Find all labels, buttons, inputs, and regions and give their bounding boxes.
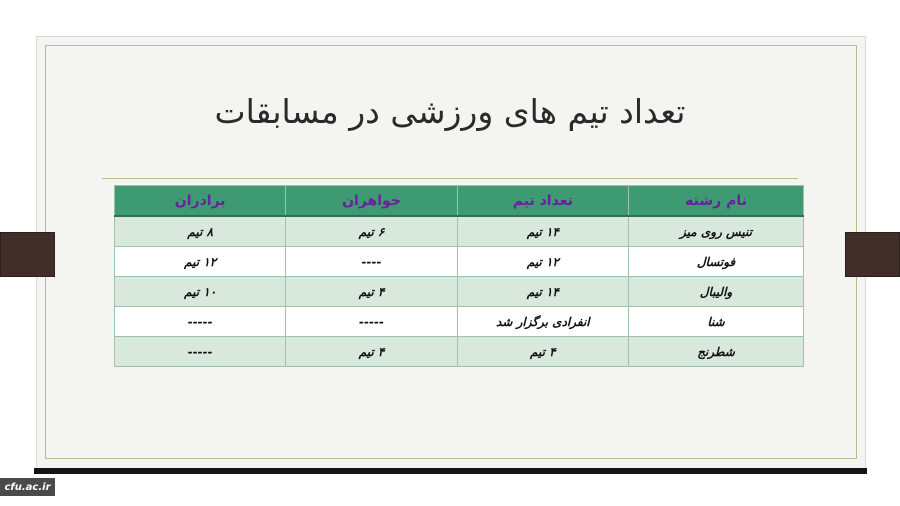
cell-sisters: ۴ تیم [286, 337, 457, 367]
cell-team-count: انفرادی برگزار شد [457, 307, 628, 337]
cell-sisters: ۴ تیم [286, 277, 457, 307]
header-sisters: خواهران [286, 186, 457, 217]
table-row [115, 307, 804, 337]
cell-sport: فوتسال [629, 247, 804, 277]
cell-sport: تنیس روی میز [629, 216, 804, 247]
cell-brothers: ۱۰ تیم [115, 277, 286, 307]
header-brothers: برادران [115, 186, 286, 217]
table-row [115, 337, 804, 367]
header-team-count: تعداد تیم [457, 186, 628, 217]
table-header-row [115, 186, 804, 217]
cell-sisters: ----- [286, 307, 457, 337]
slide-shadow [34, 468, 867, 474]
cell-sport: شنا [629, 307, 804, 337]
cell-sport: شطرنج [629, 337, 804, 367]
cell-brothers: ۸ تیم [115, 216, 286, 247]
right-nav-tab[interactable] [845, 232, 900, 277]
cell-brothers: ۱۲ تیم [115, 247, 286, 277]
table-row [115, 277, 804, 307]
cell-sport: والیبال [629, 277, 804, 307]
cell-team-count: ۱۴ تیم [457, 216, 628, 247]
header-sport-name: نام رشته [629, 186, 804, 217]
left-nav-tab[interactable] [0, 232, 55, 277]
cell-sisters: ۶ تیم [286, 216, 457, 247]
title-divider [102, 178, 798, 179]
cell-team-count: ۱۲ تیم [457, 247, 628, 277]
site-logo: cfu.ac.ir [0, 478, 55, 496]
cell-brothers: ----- [115, 307, 286, 337]
slide-title: تعداد تیم های ورزشی در مسابقات [214, 92, 686, 131]
cell-team-count: ۴ تیم [457, 337, 628, 367]
cell-brothers: ----- [115, 337, 286, 367]
table-row [115, 216, 804, 247]
cell-team-count: ۱۴ تیم [457, 277, 628, 307]
sports-teams-table [114, 185, 804, 367]
cell-sisters: ---- [286, 247, 457, 277]
table-row [115, 247, 804, 277]
